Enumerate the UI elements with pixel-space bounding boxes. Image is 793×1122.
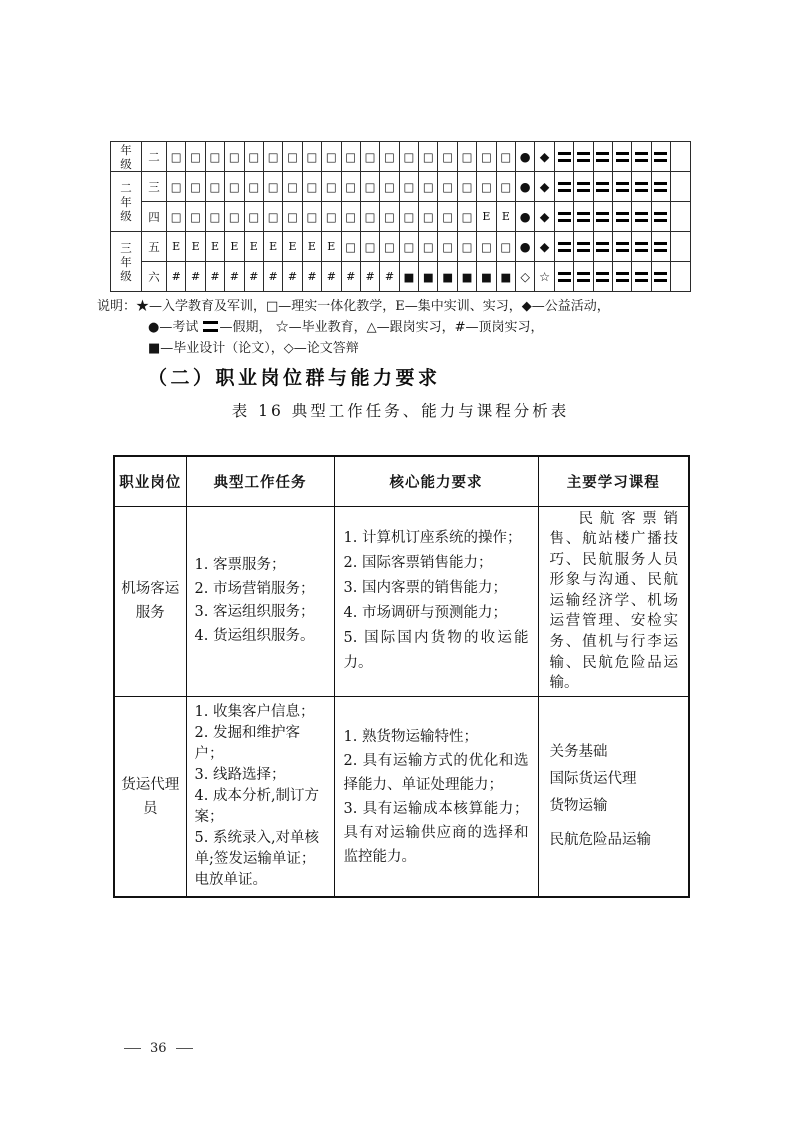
- open-square-icon: □: [186, 202, 205, 232]
- legend-line2-post: —假期， ☆—毕业教育，△—跟岗实习，#—顶岗实习，: [219, 320, 544, 335]
- vacation-bars-icon: [651, 202, 670, 232]
- vacation-bars-icon: [593, 142, 612, 172]
- centralized-training-mark: E: [322, 232, 341, 262]
- semester-label: 五: [142, 232, 167, 262]
- open-square-icon: □: [244, 172, 263, 202]
- open-square-icon: □: [399, 172, 418, 202]
- analysis-body: [114, 506, 689, 897]
- vacation-bars-icon: [554, 232, 573, 262]
- open-square-icon: □: [322, 172, 341, 202]
- open-square-icon: □: [283, 202, 302, 232]
- open-square-icon: □: [244, 202, 263, 232]
- open-square-icon: □: [457, 232, 476, 262]
- open-square-icon: □: [225, 142, 244, 172]
- footer-dash-left: [124, 1048, 141, 1049]
- vacation-bars-icon: [554, 262, 573, 292]
- open-square-icon: □: [360, 232, 379, 262]
- courses-cell: 民航客票销售、航站楼广播技巧、民航服务人员形象与沟通、民航运输经济学、机场运营管理、安检实务、值机与行李运输、民航危险品运输。: [538, 506, 689, 696]
- legend-line3-text: ■—毕业设计（论文），◇—论文答辩: [148, 341, 359, 356]
- analysis-row: [114, 696, 689, 897]
- internship-hash-mark: #: [263, 262, 282, 292]
- open-square-icon: □: [263, 202, 282, 232]
- centralized-training-mark: E: [283, 232, 302, 262]
- welfare-diamond-icon: ◆: [535, 202, 554, 232]
- vacation-bars-icon: [574, 172, 593, 202]
- thesis-square-icon: ■: [477, 262, 496, 292]
- open-square-icon: □: [438, 232, 457, 262]
- vacation-bars-icon: [632, 142, 651, 172]
- vacation-bars-icon: [574, 232, 593, 262]
- abilities-cell-line: 3. 国内客票的销售能力；: [343, 580, 507, 597]
- semester-label: 四: [142, 202, 167, 232]
- open-square-icon: □: [457, 142, 476, 172]
- open-square-icon: □: [380, 232, 399, 262]
- exam-circle-icon: ●: [516, 172, 535, 202]
- open-square-icon: □: [167, 202, 186, 232]
- abilities-cell-line: 5. 国际国内货物的收运能力。: [343, 630, 529, 672]
- open-square-icon: □: [341, 142, 360, 172]
- open-square-icon: □: [496, 142, 515, 172]
- centralized-training-mark: E: [167, 232, 186, 262]
- open-square-icon: □: [477, 232, 496, 262]
- schedule-body: [111, 142, 691, 292]
- table-caption: 表 16 典型工作任务、能力与课程分析表: [231, 402, 570, 420]
- open-square-icon: □: [341, 202, 360, 232]
- open-square-icon: □: [322, 142, 341, 172]
- semester-label: 二: [142, 142, 167, 172]
- centralized-training-mark: E: [244, 232, 263, 262]
- empty-cell: [671, 202, 690, 232]
- vacation-bars-icon: [593, 172, 612, 202]
- tasks-cell-line: 3. 客运组织服务；: [194, 604, 315, 621]
- column-header-tasks: 典型工作任务: [186, 456, 334, 506]
- open-square-icon: □: [225, 172, 244, 202]
- abilities-cell-line: 3. 具有运输成本核算能力；具有对运输供应商的选择和监控能力。: [343, 800, 529, 865]
- course-line: 货物运输: [549, 798, 608, 815]
- open-square-icon: □: [380, 202, 399, 232]
- vacation-bars-icon: [632, 202, 651, 232]
- schedule-table: [110, 141, 691, 292]
- page-number-text: 36: [150, 1041, 167, 1056]
- internship-hash-mark: #: [302, 262, 321, 292]
- abilities-cell-line: 4. 市场调研与预测能力；: [343, 605, 507, 622]
- vacation-bars-icon: [593, 262, 612, 292]
- open-square-icon: □: [167, 142, 186, 172]
- tasks-cell-line: 2. 市场营销服务；: [194, 580, 315, 597]
- open-square-icon: □: [399, 202, 418, 232]
- abilities-cell-line: 2. 国际客票销售能力；: [343, 555, 493, 572]
- open-square-icon: □: [341, 232, 360, 262]
- empty-cell: [671, 232, 690, 262]
- vacation-bars-icon: [612, 202, 631, 232]
- open-square-icon: □: [419, 142, 438, 172]
- open-square-icon: □: [205, 172, 224, 202]
- open-square-icon: □: [167, 172, 186, 202]
- column-header-courses: 主要学习课程: [538, 456, 689, 506]
- vacation-bars-icon: [632, 232, 651, 262]
- open-square-icon: □: [283, 142, 302, 172]
- centralized-training-mark: E: [205, 232, 224, 262]
- course-line: 关务基础: [549, 744, 608, 761]
- centralized-training-mark: E: [263, 232, 282, 262]
- empty-cell: [671, 142, 690, 172]
- abilities-cell-line: 1. 计算机订座系统的操作；: [343, 530, 522, 547]
- internship-hash-mark: #: [380, 262, 399, 292]
- internship-hash-mark: #: [186, 262, 205, 292]
- graduation-star-icon: ☆: [535, 262, 554, 292]
- vacation-bars-icon: [593, 232, 612, 262]
- column-header-position: 职业岗位: [114, 456, 186, 506]
- centralized-training-mark: E: [186, 232, 205, 262]
- open-square-icon: □: [322, 202, 341, 232]
- schedule-row: [111, 142, 691, 172]
- open-square-icon: □: [419, 202, 438, 232]
- open-square-icon: □: [283, 172, 302, 202]
- open-square-icon: □: [438, 172, 457, 202]
- vacation-bars-icon: [651, 232, 670, 262]
- tasks-cell-line: 4. 成本分析,制订方案；: [194, 788, 320, 826]
- analysis-table: [113, 455, 690, 898]
- exam-circle-icon: ●: [516, 142, 535, 172]
- vacation-bars-icon: [554, 172, 573, 202]
- open-square-icon: □: [186, 172, 205, 202]
- thesis-square-icon: ■: [438, 262, 457, 292]
- vacation-bars-icon: [632, 172, 651, 202]
- tasks-cell-line: 5. 系统录入,对单核单;签发运输单证；电放单证。: [194, 830, 320, 889]
- vacation-bars-icon: [651, 172, 670, 202]
- thesis-square-icon: ■: [496, 262, 515, 292]
- open-square-icon: □: [419, 172, 438, 202]
- open-square-icon: □: [244, 142, 263, 172]
- internship-hash-mark: #: [283, 262, 302, 292]
- vacation-bars-icon: [574, 202, 593, 232]
- grade-group-label: 年 级: [111, 142, 142, 172]
- internship-hash-mark: #: [225, 262, 244, 292]
- welfare-diamond-icon: ◆: [535, 142, 554, 172]
- analysis-row: [114, 506, 689, 696]
- vacation-bars-icon: [612, 142, 631, 172]
- open-square-icon: □: [457, 202, 476, 232]
- centralized-training-mark: E: [302, 232, 321, 262]
- vacation-bars-icon: [612, 172, 631, 202]
- open-square-icon: □: [360, 142, 379, 172]
- schedule-row: [111, 202, 691, 232]
- abilities-cell: [334, 696, 538, 897]
- vacation-bars-icon: [593, 202, 612, 232]
- open-square-icon: □: [225, 202, 244, 232]
- centralized-training-mark: E: [477, 202, 496, 232]
- section-heading: （二）职业岗位群与能力要求: [148, 367, 441, 389]
- tasks-cell-line: 2. 发掘和维护客户；: [194, 725, 300, 763]
- internship-hash-mark: #: [322, 262, 341, 292]
- open-square-icon: □: [360, 202, 379, 232]
- legend-line1-text: ★—入学教育及军训，□—理实一体化教学，E—集中实训、实习，◆—公益活动，: [136, 299, 610, 314]
- vacation-bars-icon: [651, 142, 670, 172]
- vacation-bars-icon: [574, 262, 593, 292]
- tasks-cell: [186, 696, 334, 897]
- internship-hash-mark: #: [341, 262, 360, 292]
- position-cell: 机场客运服务: [114, 506, 186, 696]
- tasks-cell-line: 3. 线路选择；: [194, 767, 286, 784]
- abilities-cell: [334, 506, 538, 696]
- semester-label: 六: [142, 262, 167, 292]
- open-square-icon: □: [496, 232, 515, 262]
- schedule-legend: [97, 296, 717, 359]
- tasks-cell-line: 1. 客票服务；: [194, 557, 286, 574]
- legend-line2-pre: ●—考试: [148, 320, 203, 335]
- open-square-icon: □: [186, 142, 205, 172]
- open-square-icon: □: [477, 172, 496, 202]
- courses-cell: [538, 696, 689, 897]
- grade-group-label: 二 年 级: [111, 172, 142, 232]
- vacation-bars-icon: [554, 202, 573, 232]
- vacation-bars-icon: [612, 232, 631, 262]
- course-line: 民航危险品运输: [549, 832, 651, 849]
- open-square-icon: □: [205, 142, 224, 172]
- open-square-icon: □: [380, 142, 399, 172]
- open-square-icon: □: [302, 202, 321, 232]
- open-square-icon: □: [302, 142, 321, 172]
- open-square-icon: □: [380, 172, 399, 202]
- vacation-bars-icon: [574, 142, 593, 172]
- open-square-icon: □: [419, 232, 438, 262]
- internship-hash-mark: #: [244, 262, 263, 292]
- legend-line-3: [148, 338, 717, 359]
- legend-line-2: [148, 317, 717, 338]
- page-number: [124, 1041, 193, 1056]
- thesis-square-icon: ■: [399, 262, 418, 292]
- schedule-row: [111, 262, 691, 292]
- abilities-cell-line: 1. 熟货物运输特性；: [343, 728, 478, 745]
- open-square-icon: □: [302, 172, 321, 202]
- welfare-diamond-icon: ◆: [535, 232, 554, 262]
- open-square-icon: □: [457, 172, 476, 202]
- open-square-icon: □: [438, 202, 457, 232]
- open-square-icon: □: [477, 142, 496, 172]
- schedule-row: [111, 172, 691, 202]
- open-square-icon: □: [496, 172, 515, 202]
- open-square-icon: □: [360, 172, 379, 202]
- open-square-icon: □: [399, 232, 418, 262]
- open-square-icon: □: [263, 142, 282, 172]
- footer-dash-right: [176, 1048, 193, 1049]
- exam-circle-icon: ●: [516, 202, 535, 232]
- tasks-cell-line: 1. 收集客户信息；: [194, 704, 315, 721]
- tasks-cell: [186, 506, 334, 696]
- analysis-header-row: [114, 456, 689, 506]
- legend-label: 说明：: [97, 299, 137, 314]
- tasks-cell-line: 4. 货运组织服务。: [194, 627, 315, 644]
- internship-hash-mark: #: [205, 262, 224, 292]
- centralized-training-mark: E: [225, 232, 244, 262]
- open-square-icon: □: [399, 142, 418, 172]
- welfare-diamond-icon: ◆: [535, 172, 554, 202]
- legend-line-1: [97, 296, 717, 317]
- internship-hash-mark: #: [167, 262, 186, 292]
- semester-label: 三: [142, 172, 167, 202]
- empty-cell: [671, 172, 690, 202]
- vacation-bars-icon: [612, 262, 631, 292]
- open-square-icon: □: [341, 172, 360, 202]
- grade-group-label: 三 年 级: [111, 232, 142, 292]
- thesis-square-icon: ■: [419, 262, 438, 292]
- internship-hash-mark: #: [360, 262, 379, 292]
- course-line: 国际货运代理: [549, 771, 637, 788]
- open-square-icon: □: [263, 172, 282, 202]
- thesis-square-icon: ■: [457, 262, 476, 292]
- position-cell: 货运代理员: [114, 696, 186, 897]
- centralized-training-mark: E: [496, 202, 515, 232]
- open-square-icon: □: [205, 202, 224, 232]
- vacation-bars-icon: [651, 262, 670, 292]
- vacation-bars-icon: [554, 142, 573, 172]
- open-square-icon: □: [438, 142, 457, 172]
- schedule-row: [111, 232, 691, 262]
- abilities-cell-line: 2. 具有运输方式的优化和选择能力、单证处理能力；: [343, 752, 529, 793]
- defense-diamond-icon: ◇: [516, 262, 535, 292]
- column-header-abilities: 核心能力要求: [334, 456, 538, 506]
- vacation-bars-icon: [632, 262, 651, 292]
- empty-cell: [671, 262, 690, 292]
- exam-circle-icon: ●: [516, 232, 535, 262]
- vacation-bars-icon: [203, 321, 218, 332]
